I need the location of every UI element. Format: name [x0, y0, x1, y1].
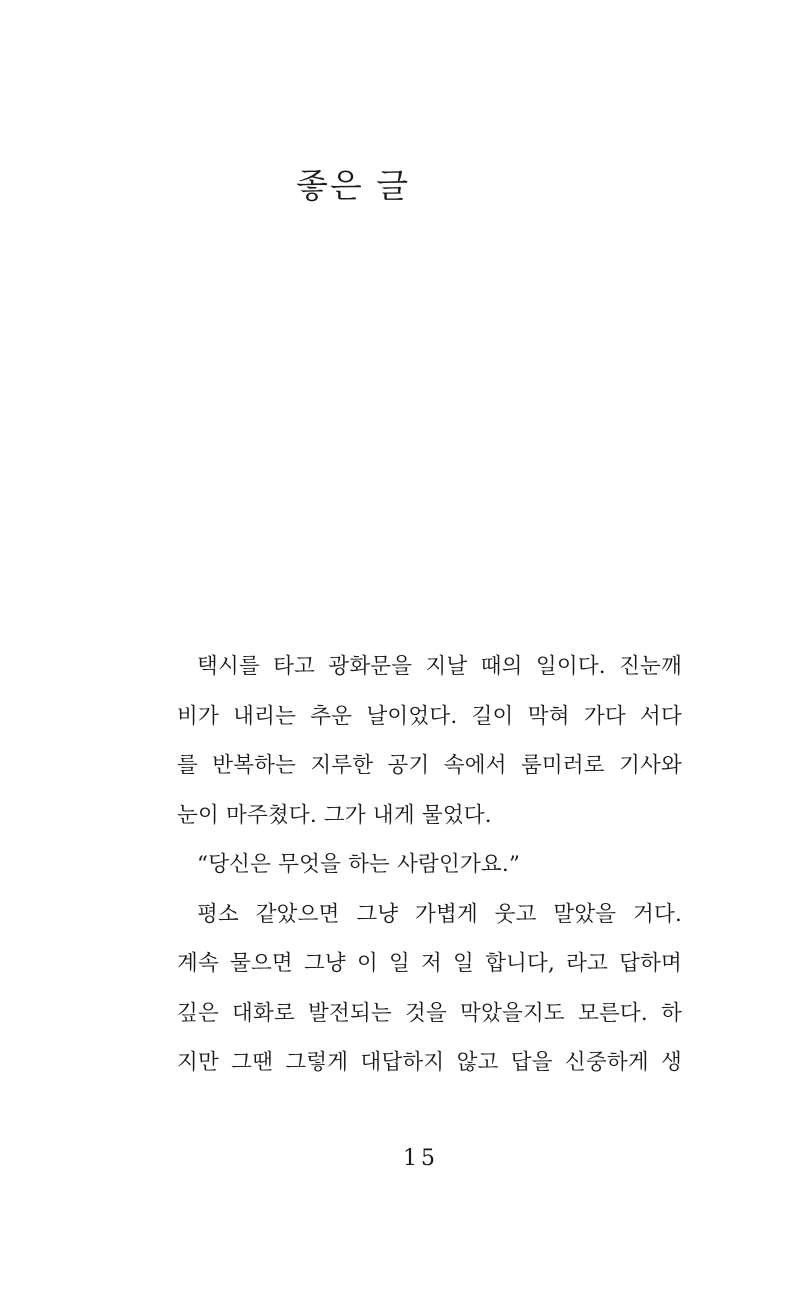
dialogue-line: “당신은 무엇을 하는 사람인가요.” [197, 852, 521, 877]
paragraph-line: 눈이 마주쳤다. 그가 내게 물었다. [177, 802, 492, 828]
paragraph-line: 계속 물으면 그냥 이 일 저 일 합니다, 라고 답하며 [177, 951, 682, 976]
paragraph-line: 비가 내리는 추운 날이었다. 길이 막혀 가다 서다 [177, 703, 682, 729]
paragraph-line: 를 반복하는 지루한 공기 속에서 룸미러로 기사와 [177, 753, 682, 778]
paragraph-line: 깊은 대화로 발전되는 것을 막았을지도 모른다. 하 [177, 1000, 682, 1026]
chapter-title: 좋은 글 [296, 166, 411, 205]
body-text [177, 642, 682, 1088]
paragraph-line: 평소 같았으면 그냥 가볍게 웃고 말았을 거다. [197, 901, 682, 927]
paragraph-line: 택시를 타고 광화문을 지날 때의 일이다. 진눈깨 [197, 654, 682, 679]
page-number: 15 [403, 1146, 439, 1171]
paragraph-line: 지만 그땐 그렇게 대답하지 않고 답을 신중하게 생 [177, 1050, 682, 1075]
